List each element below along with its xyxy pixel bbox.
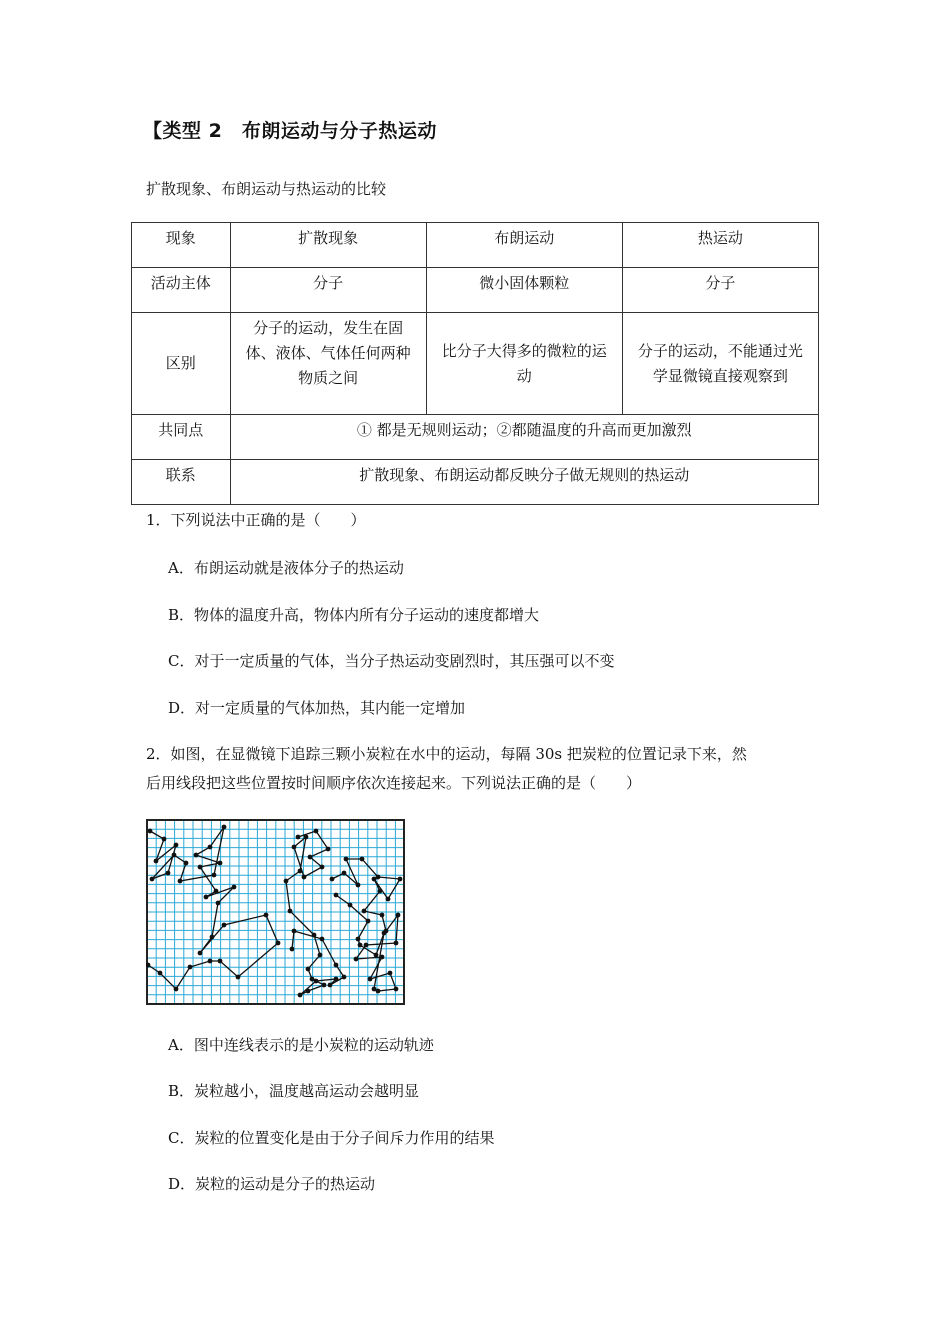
particle-track (148, 827, 278, 989)
position-dot (372, 877, 377, 882)
position-dot (214, 889, 219, 894)
position-dot (382, 931, 387, 936)
position-dot (396, 913, 401, 918)
table-cell: 现象 (132, 223, 231, 268)
position-dot (368, 977, 373, 982)
position-dot (356, 937, 361, 942)
position-dot (380, 955, 385, 960)
q1-option-b[interactable]: B．物体的温度升高，物体内所有分子运动的速度都增大 (168, 606, 540, 624)
position-dot (208, 845, 213, 850)
position-dot (320, 937, 325, 942)
position-dot (314, 979, 319, 984)
table-cell: 分子的运动，不能通过光学显微镜直接观察到 (622, 313, 818, 415)
position-dot (398, 877, 403, 882)
table-cell: 扩散现象、布朗运动都反映分子做无规则的热运动 (230, 460, 818, 505)
position-dot (342, 871, 347, 876)
table-cell: 微小固体颗粒 (426, 268, 622, 313)
position-dot (334, 893, 339, 898)
q2-option-d[interactable]: D．炭粒的运动是分子的热运动 (168, 1175, 376, 1193)
q1-option-d[interactable]: D．对一定质量的气体加热，其内能一定增加 (168, 699, 466, 717)
position-dot (298, 993, 303, 998)
position-dot (174, 843, 179, 848)
question-2-stem-line-1: 2．如图，在显微镜下追踪三颗小炭粒在水中的运动，每隔 30s 把炭粒的位置记录下来，然 (146, 745, 747, 763)
position-dot (348, 903, 353, 908)
position-dot (162, 837, 167, 842)
position-dot (290, 947, 295, 952)
position-dot (344, 857, 349, 862)
position-dot (360, 857, 365, 862)
position-dot (154, 859, 159, 864)
table-cell: 分子 (230, 268, 426, 313)
table-row (132, 313, 819, 415)
position-dot (306, 967, 311, 972)
position-dot (198, 865, 203, 870)
table-cell: 扩散现象 (230, 223, 426, 268)
position-dot (358, 943, 363, 948)
table-row (132, 268, 819, 313)
position-dot (312, 933, 317, 938)
question-2-stem-line-2: 后用线段把这些位置按时间顺序依次连接起来。下列说法正确的是（ ） (146, 774, 642, 792)
table-cell: 联系 (132, 460, 231, 505)
table-cell: 区别 (132, 313, 231, 415)
position-dot (314, 829, 319, 834)
position-dot (172, 853, 177, 858)
position-dot (380, 913, 385, 918)
position-dot (236, 975, 241, 980)
table-row (132, 415, 819, 460)
position-dot (330, 877, 335, 882)
q1-option-c[interactable]: C．对于一定质量的气体，当分子热运动变剧烈时，其压强可以不变 (168, 652, 615, 670)
table-cell: 共同点 (132, 415, 231, 460)
position-dot (292, 929, 297, 934)
position-dot (218, 959, 223, 964)
table-cell: 活动主体 (132, 268, 231, 313)
position-dot (394, 987, 399, 992)
position-dot (198, 951, 203, 956)
comparison-table (131, 222, 819, 505)
q2-option-b[interactable]: B．炭粒越小，温度越高运动会越明显 (168, 1082, 420, 1100)
position-dot (222, 825, 227, 830)
particle-track (286, 831, 344, 995)
position-dot (222, 923, 227, 928)
position-dot (364, 943, 369, 948)
position-dot (148, 829, 153, 834)
position-dot (304, 835, 309, 840)
position-dot (322, 983, 327, 988)
position-dot (342, 975, 347, 980)
position-dot (174, 987, 179, 992)
position-dot (208, 959, 213, 964)
position-dot (216, 901, 221, 906)
table-row (132, 223, 819, 268)
position-dot (374, 953, 379, 958)
position-dot (150, 877, 155, 882)
table-cell: 分子的运动，发生在固体、液体、气体任何两种物质之间 (230, 313, 426, 415)
position-dot (232, 885, 237, 890)
table-row (132, 460, 819, 505)
position-dot (372, 987, 377, 992)
position-dot (284, 879, 289, 884)
position-dot (288, 909, 293, 914)
position-dot (212, 873, 217, 878)
position-dot (178, 879, 183, 884)
position-dot (158, 971, 163, 976)
position-dot (204, 895, 209, 900)
table-cell: 比分子大得多的微粒的运动 (426, 313, 622, 415)
position-dot (264, 913, 269, 918)
position-dot (188, 965, 193, 970)
position-dot (334, 977, 339, 982)
position-dot (298, 869, 303, 874)
position-dot (210, 935, 215, 940)
position-dot (366, 919, 371, 924)
position-dot (306, 989, 311, 994)
position-dot (386, 897, 391, 902)
position-dot (184, 861, 189, 866)
position-dot (394, 941, 399, 946)
section-heading: 【类型 2 布朗运动与分子热运动 (143, 120, 437, 142)
position-dot (292, 845, 297, 850)
position-dot (378, 889, 383, 894)
table-cell: ① 都是无规则运动；②都随温度的升高而更加激烈 (230, 415, 818, 460)
particle-paths (146, 825, 402, 998)
position-dot (334, 963, 339, 968)
q1-option-a[interactable]: A．布朗运动就是液体分子的热运动 (168, 559, 404, 577)
table-cell: 分子 (622, 268, 818, 313)
position-dot (308, 855, 313, 860)
q2-option-a[interactable]: A．图中连线表示的是小炭粒的运动轨迹 (168, 1036, 434, 1054)
intro-text: 扩散现象、布朗运动与热运动的比较 (146, 180, 387, 198)
table-cell: 布朗运动 (426, 223, 622, 268)
position-dot (296, 835, 301, 840)
position-dot (320, 865, 325, 870)
position-dot (276, 941, 281, 946)
position-dot (302, 875, 307, 880)
q2-option-c[interactable]: C．炭粒的位置变化是由于分子间斥力作用的结果 (168, 1129, 495, 1147)
position-dot (356, 883, 361, 888)
position-dot (354, 957, 359, 962)
position-dot (166, 871, 171, 876)
position-dot (326, 847, 331, 852)
brownian-motion-grid-figure (146, 819, 406, 1006)
position-dot (328, 983, 333, 988)
table-cell: 热运动 (622, 223, 818, 268)
position-dot (318, 953, 323, 958)
position-dot (218, 861, 223, 866)
question-1-stem: 1．下列说法中正确的是（ ） (146, 511, 366, 529)
position-dot (194, 853, 199, 858)
position-dot (388, 971, 393, 976)
position-dot (362, 909, 367, 914)
